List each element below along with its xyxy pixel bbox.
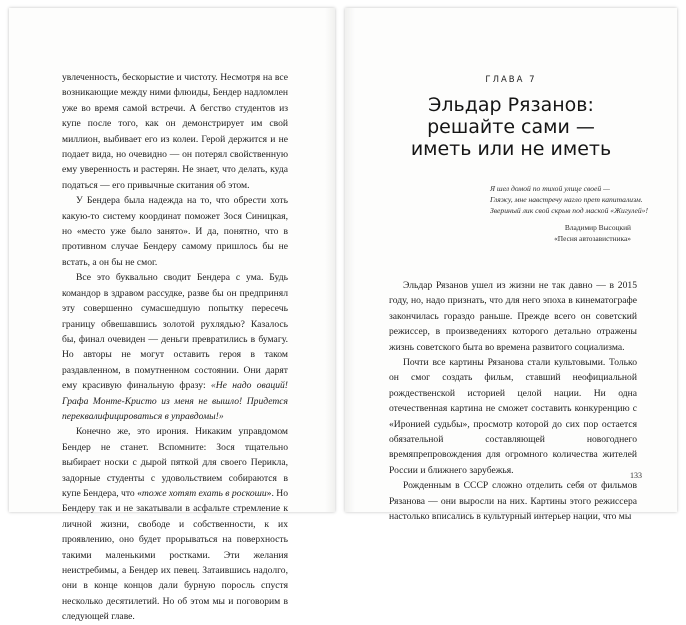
epigraph-source: «Песня автозавистника» <box>554 234 631 243</box>
paragraph <box>62 270 288 424</box>
page-number: 133 <box>630 471 642 480</box>
chapter-title-line: Эльдар Рязанов: <box>428 94 594 116</box>
epigraph-attribution <box>505 222 631 244</box>
paragraph: Эльдар Рязанов ушел из жизни не так давно — в 2015 году, но, надо признать, что для него эпоха в кинематографе закончилась гораздо раньше. Прежде всего он советский режиссер, в произведениях которого детально отражены жизнь советского быта во времена развитого социализма. <box>389 280 637 353</box>
chapter-title-line: решайте сами — <box>427 116 595 138</box>
text-run: увлеченность, бескорыстие и чистоту. Несмотря на все возникающие между ними флюиды, Бендер надломлен уже во время самой встречи. А бегство студентов из купе после того, как он демонстрирует им свой миллион, выбивает его из колеи. Герой держится и не подает вида, но очевидно — он потерял свойственную ему уверенность и растерян. Не знает, что делать, куда податься — его привычные скитания об этом. <box>62 72 288 191</box>
right-page <box>345 8 677 523</box>
text-run: Конечно же, это ирония. Никаким управдомом Бендер не станет. Вспомните: Зося тщательно выбирает носки с дырой пяткой для своего Перикла, задорные студенты с удовольствием собираются в купе Бендера, что « <box>62 426 288 499</box>
italic-quote: тоже хотят ехать в роскоши <box>141 487 267 499</box>
left-page-body <box>62 70 288 625</box>
italic-quote: «Не надо оваций! Графа Монте-Кристо из меня не вышло! Придется переквалифицироваться в управдомы!» <box>62 380 289 422</box>
epigraph-author: Владимир Высоцкий <box>564 223 631 232</box>
paragraph: Почти все картины Рязанова стали культовыми. Только он смог создать фильм, ставший неофициальной рождественской историей целой нации. Ни одна отечественная картина не сможет составить конкуренцию с «Иронией судьбы», просмотр которой до сих пор остается обязательной составляющей новогоднего времяпрепровождения для огромного количества жителей России и ближнего зарубежья. <box>389 357 637 476</box>
text-run: ». Но Бендеру так и не закатывали в асфальте стремление к личной жизни, свободе и собственности, к их проявлению, оно будет прорываться на поверхность такими маленькими ростками. Эти желания неистребимы, а Бендер их певец. Затаившись надолго, они в конце концов дали бурную поросль спустя несколько десятилетий. Но об этом мы и поговорим в следующей главе. <box>62 487 288 623</box>
chapter-title <box>345 94 677 160</box>
gutter-shadow <box>325 8 335 512</box>
right-page-body <box>389 278 637 525</box>
paragraph <box>62 70 288 193</box>
paragraph <box>62 424 288 624</box>
chapter-title-line: иметь или не иметь <box>410 138 612 160</box>
left-page <box>9 8 335 623</box>
epigraph-line: Я шел домой по тихой улице своей — <box>490 184 610 193</box>
paragraph: Рожденным в СССР сложно отделить себя от фильмов Рязанова — они выросли на них. Картины этого режиссера настолько вписались в культурный интерьер нации, что мы <box>389 480 637 523</box>
paragraph <box>62 193 288 270</box>
epigraph-line: Гляжу, мне навстречу нагло прет капитализм. <box>490 195 643 205</box>
text-run: У Бендера была надежда на то, что обрести хоть какую-то систему координат поможет Зося Синицкая, но «место уже было занято». И да, понятно, что в противном случае Бендеру самому пришлось бы не встать, а он бы не смог. <box>62 195 288 268</box>
text-run: Все это буквально сводит Бендера с ума. Будь командор в здравом рассудке, разве бы он предпринял эту совершенно сумасшедшую попытку пересечь границу обвешавшись золотой рухлядью? Казалось бы, финал очевиден — деньги превратились в бумагу. Но авторы не могут оставить героя в таком раздавленном, в помутненном состоянии. Они дарят ему красивую финальную фразу: <box>62 272 288 392</box>
epigraph <box>490 183 648 217</box>
epigraph-line: Звериный лик свой скрыв под маской «Жигулей»! <box>490 206 648 216</box>
chapter-label: ГЛАВА 7 <box>485 75 537 85</box>
